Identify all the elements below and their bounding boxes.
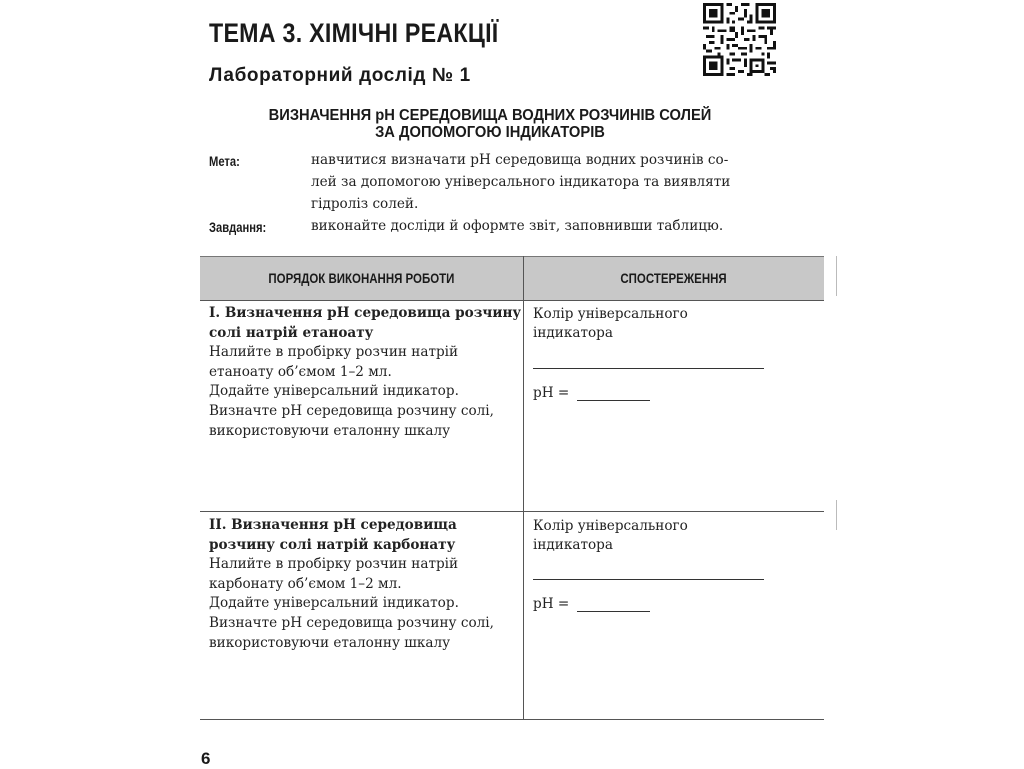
indicator-color-blank[interactable] [533,579,764,580]
indicator-color-blank[interactable] [533,368,764,369]
procedure-step-line: використовуючи еталонну шкалу [209,634,451,651]
procedure-step-line: карбонату об’ємом 1–2 мл. [209,575,402,592]
header-observations: СПОСТЕРЕЖЕННЯ [620,271,727,286]
procedure-title-line: солі натрій етаноату [209,324,374,341]
procedure-step-line: Визначте pH середовища розчину солі, [209,614,494,631]
experiment-title-line-2: ЗА ДОПОМОГОЮ ІНДИКАТОРІВ [375,124,605,141]
procedure-step-line: етаноату об’ємом 1–2 мл. [209,363,392,380]
page-edge-mark [836,256,837,296]
goal-line: гідроліз солей. [311,196,419,212]
procedure-step-line: Визначте pH середовища розчину солі, [209,402,494,419]
procedure-step-line: Додайте універсальний індикатор. [209,383,459,400]
header-procedure: ПОРЯДОК ВИКОНАННЯ РОБОТИ [268,271,455,286]
procedure-cell-2 [209,516,519,653]
procedure-title-line: розчину солі натрій карбонату [209,536,456,553]
goal-label: Мета: [209,153,240,169]
procedure-title-line: II. Визначення pH середовища [209,517,457,533]
observation-cell-2 [533,517,813,555]
page-number: 6 [201,749,211,768]
observation-line: Колір універсального [533,306,688,322]
procedure-cell-1 [209,304,522,441]
procedure-step-line: Налийте в пробірку розчин натрій [209,556,459,573]
procedure-step-line: використовуючи еталонну шкалу [209,422,451,439]
table-header [200,256,824,301]
goal-line: лей за допомогою універсального індикатора та виявляти [311,174,731,190]
task-label: Завдання: [209,219,267,235]
lab-experiment-title: Лабораторний дослід № 1 [209,65,471,86]
table-bottom-border [200,719,824,720]
observation-line: Колір універсального [533,518,688,534]
topic-title: ТЕМА 3. ХІМІЧНІ РЕАКЦІЇ [209,18,499,48]
column-divider [523,256,524,720]
observation-cell-1 [533,305,813,343]
qr-code-icon [703,3,776,76]
row-divider [200,511,824,512]
ph-label-1: pH = [533,385,570,401]
report-table [200,256,824,720]
task-text [311,215,771,237]
goal-text [311,149,771,215]
task-line: виконайте досліди й оформте звіт, заповнивши таблицю. [311,218,724,234]
goal-line: навчитися визначати pH середовища водних розчинів со- [311,152,729,168]
page-edge-mark [836,500,837,530]
observation-line: індикатора [533,537,613,553]
procedure-title-line: I. Визначення pH середовища розчину [209,305,522,321]
procedure-step-line: Налийте в пробірку розчин натрій [209,344,459,361]
ph-value-blank[interactable] [577,611,650,612]
experiment-title-line-1: ВИЗНАЧЕННЯ pH СЕРЕДОВИЩА ВОДНИХ РОЗЧИНІВ СОЛЕЙ [268,107,712,124]
ph-value-blank[interactable] [577,400,650,401]
ph-label-2: pH = [533,596,570,612]
observation-line: індикатора [533,325,613,341]
procedure-step-line: Додайте універсальний індикатор. [209,595,459,612]
